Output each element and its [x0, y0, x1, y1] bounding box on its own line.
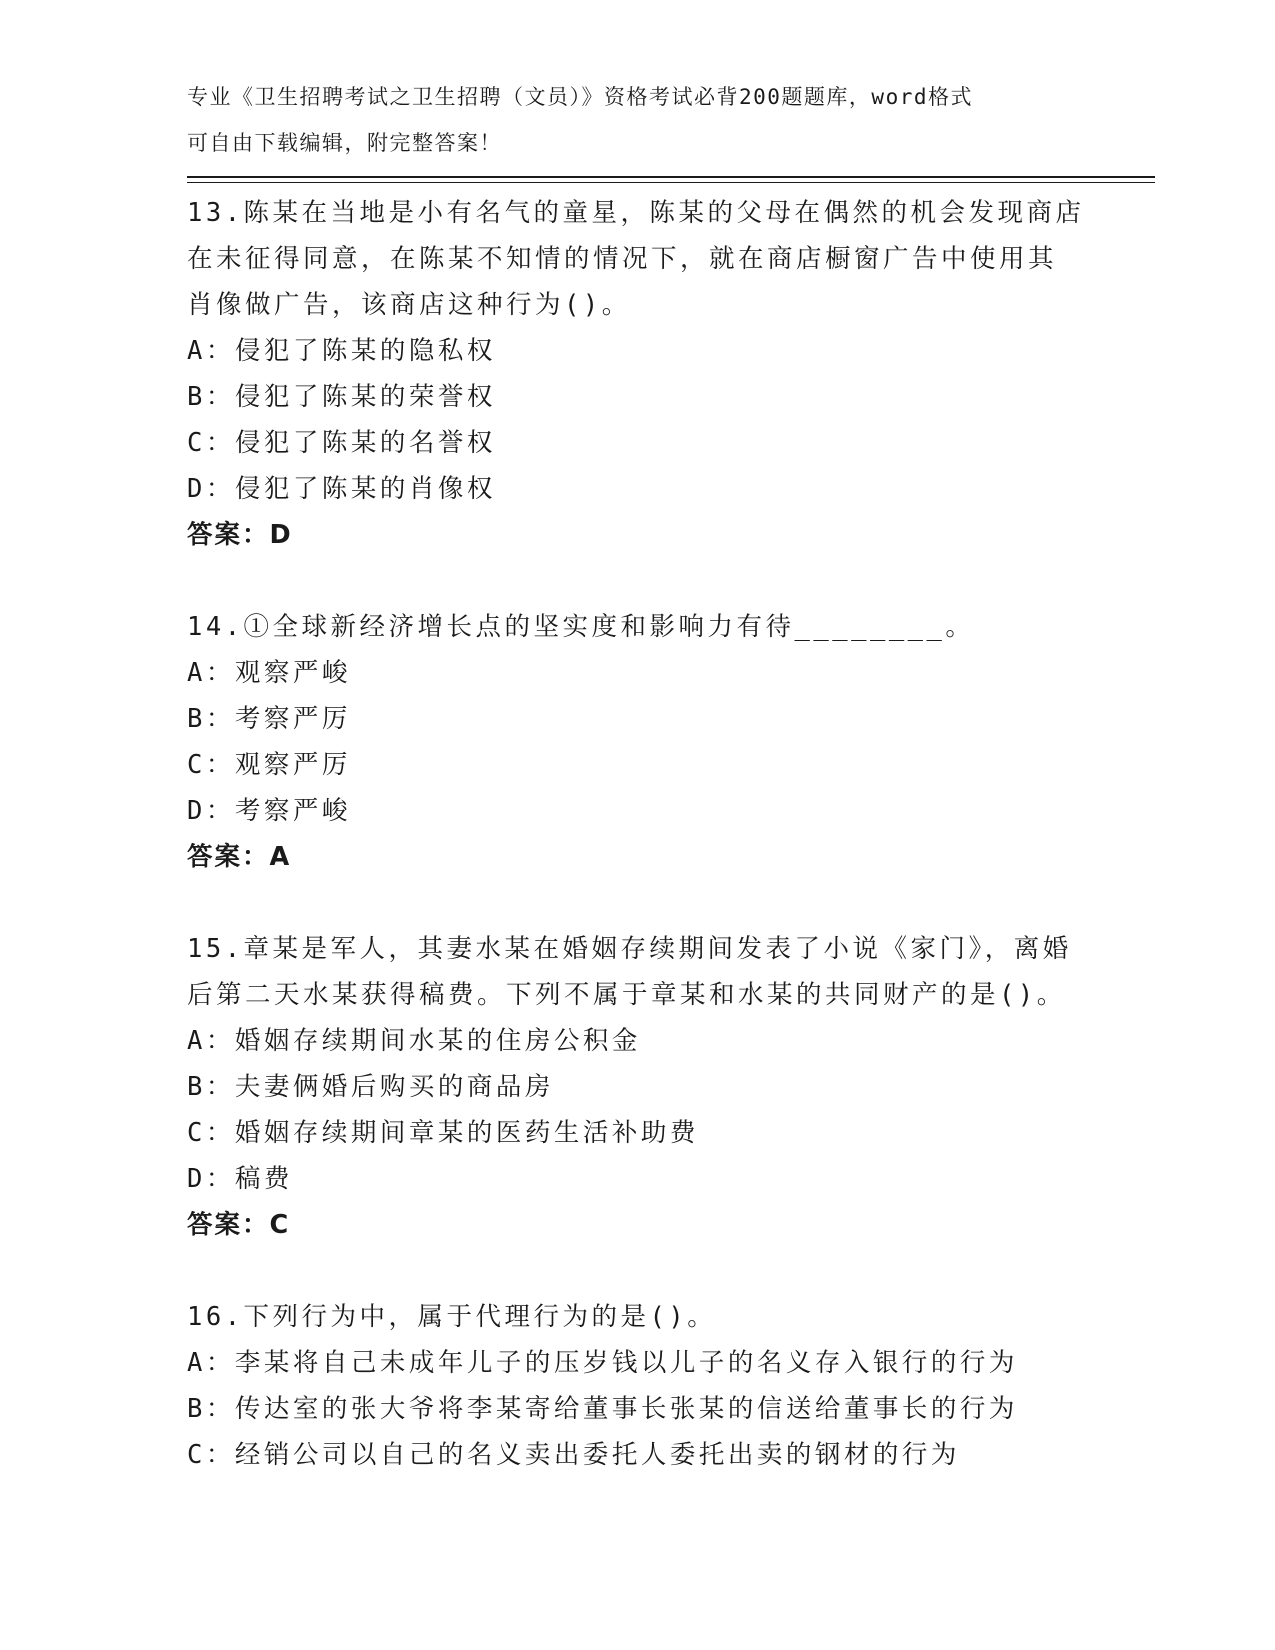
option-a: A：观察严峻: [187, 658, 351, 688]
question-stem-line: 14.①全球新经济增长点的坚实度和影响力有待________。: [187, 612, 975, 642]
option-d: D：稿费: [187, 1164, 293, 1194]
question-stem-line: 肖像做广告，该商店这种行为()。: [187, 290, 631, 320]
option-b: B：传达室的张大爷将李某寄给董事长张某的信送给董事长的行为: [187, 1394, 1018, 1424]
option-a: A：李某将自己未成年儿子的压岁钱以儿子的名义存入银行的行为: [187, 1348, 1018, 1378]
option-a: A：婚姻存续期间水某的住房公积金: [187, 1026, 641, 1056]
question-stem-line: 在未征得同意，在陈某不知情的情况下，就在商店橱窗广告中使用其: [187, 244, 1058, 274]
option-d: D：侵犯了陈某的肖像权: [187, 474, 496, 504]
option-c: C：婚姻存续期间章某的医药生活补助费: [187, 1118, 699, 1148]
header-divider-thin: [187, 182, 1155, 183]
header-line-2: 可自由下载编辑，附完整答案！: [187, 131, 502, 155]
question-14: [187, 604, 1155, 880]
question-stem-line: 后第二天水某获得稿费。下列不属于章某和水某的共同财产的是()。: [187, 980, 1066, 1010]
header-divider-thick: [187, 176, 1155, 178]
question-16: [187, 1294, 1155, 1478]
header-line-1: 专业《卫生招聘考试之卫生招聘（文员）》资格考试必背200题题库，word格式: [187, 85, 973, 109]
question-stem-line: 15.章某是军人，其妻水某在婚姻存续期间发表了小说《家门》，离婚: [187, 934, 1072, 964]
answer-label: 答案：A: [187, 842, 292, 872]
option-b: B：考察严厉: [187, 704, 351, 734]
option-b: B：侵犯了陈某的荣誉权: [187, 382, 496, 412]
question-stem-line: 13.陈某在当地是小有名气的童星，陈某的父母在偶然的机会发现商店: [187, 198, 1085, 228]
option-c: C：观察严厉: [187, 750, 351, 780]
answer-label: 答案：C: [187, 1210, 291, 1240]
option-c: C：侵犯了陈某的名誉权: [187, 428, 496, 458]
question-list: [187, 190, 1155, 1478]
option-b: B：夫妻俩婚后购买的商品房: [187, 1072, 554, 1102]
option-c: C：经销公司以自己的名义卖出委托人委托出卖的钢材的行为: [187, 1440, 960, 1470]
document-header: [187, 74, 1087, 166]
option-a: A：侵犯了陈某的隐私权: [187, 336, 496, 366]
question-15: [187, 926, 1155, 1248]
option-d: D：考察严峻: [187, 796, 351, 826]
question-stem-line: 16.下列行为中，属于代理行为的是()。: [187, 1302, 717, 1332]
question-13: [187, 190, 1155, 558]
answer-label: 答案：D: [187, 520, 293, 550]
